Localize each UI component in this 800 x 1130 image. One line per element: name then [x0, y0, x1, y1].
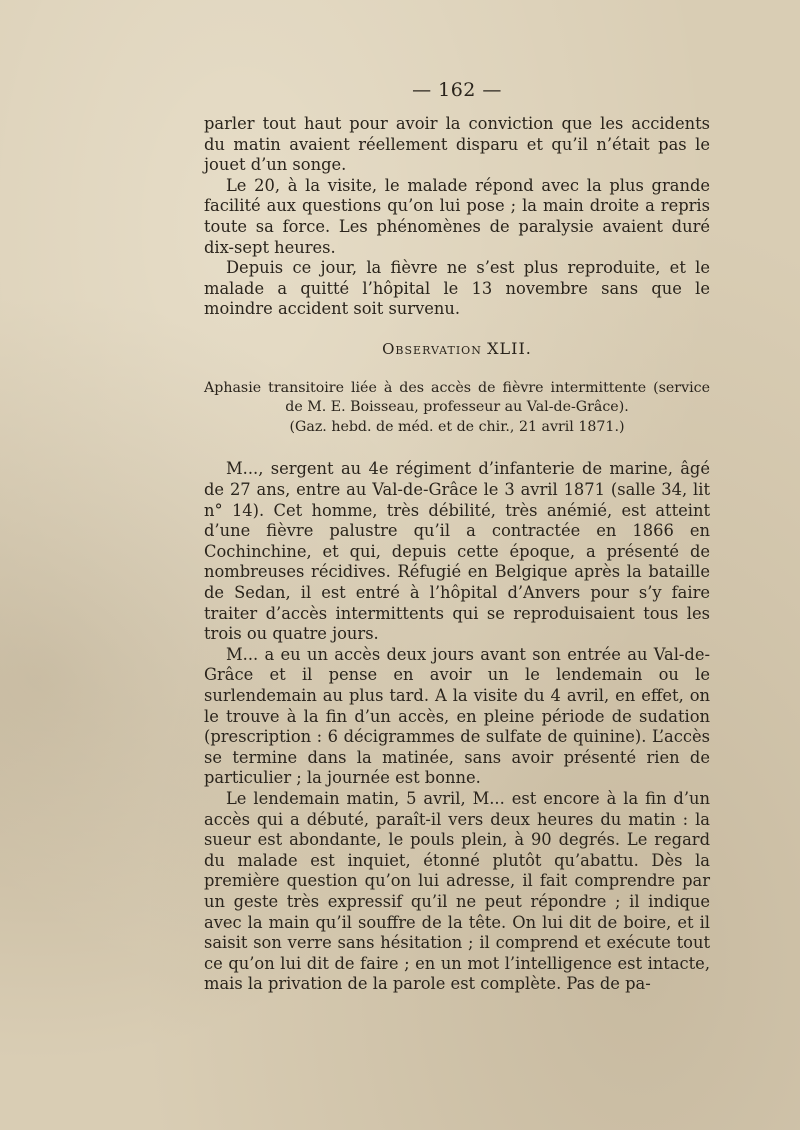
book-page — [204, 76, 710, 995]
top-text-block — [204, 114, 710, 320]
paragraph: M..., sergent au 4e régiment d’infanterie de marine, âgé de 27 ans, entre au Val-de-Grâce le 3 avril 1871 (salle 34, lit n° 14). Cet homme, très débilité, très anémié, est atteint d’une fièvre palustre qu’il a contractée en 1866 en Cochinchine, et qui, depuis cette époque, a présenté de nombreuses récidives. Réfugié en Belgique après la bataille de Sedan, il est entré à l’hôpital d’Anvers pour s’y faire traiter d’accès intermittents qui se reproduisaient tous les trois ou quatre jours. — [204, 459, 710, 644]
paragraph: Le 20, à la visite, le malade répond avec la plus grande facilité aux questions qu’on lui pose ; la main droite a repris toute sa force. Les phénomènes de paralysie avaient duré dix-sept heures. — [204, 175, 710, 257]
caption-source: (Gaz. hebd. de méd. et de chir., 21 avril 1871.) — [289, 418, 625, 435]
caption-line: Aphasie transitoire liée à des accès de fièvre intermittente (service — [204, 379, 710, 396]
observation-caption — [204, 379, 710, 438]
paragraph: Depuis ce jour, la fièvre ne s’est plus reproduite, et le malade a quitté l’hôpital le 13 novembre sans que le moindre accident soit survenu. — [204, 258, 710, 319]
paragraph: Le lendemain matin, 5 avril, M... est encore à la fin d’un accès qui a débuté, paraît-il vers deux heures du matin : la sueur est abondante, le pouls plein, à 90 degrés. Le regard du malade est inquiet, étonné plutôt qu’abattu. Dès la première question qu’on lui adresse, il fait comprendre par un geste très expressif qu’il ne peut répondre ; il indique avec la main qu’il souffre de la tête. On lui dit de boire, et il saisit son verre sans hésitation ; il comprend et exécute tout ce qu’on lui dit de faire ; en un mot l’intelligence est intacte, mais la privation de la parole est complète. Pas de pa- — [204, 788, 710, 994]
paragraph: M... a eu un accès deux jours avant son entrée au Val-de-Grâce et il pense en avoir un le lendemain ou le surlendemain au plus tard. A la visite du 4 avril, en effet, on le trouve à la fin d’un accès, en pleine période de sudation (prescription : 6 décigrammes de sulfate de quinine). L’accès se termine dans la matinée, sans avoir présenté rien de particulier ; la journée est bonne. — [204, 644, 710, 788]
page-number: — 162 — — [412, 79, 502, 101]
observation-number: XLII. — [487, 338, 532, 358]
caption-line: de M. E. Boisseau, professeur au Val-de-Grâce). — [285, 399, 629, 416]
observation-text-block — [204, 459, 710, 994]
observation-label: Observation — [382, 339, 482, 358]
paragraph-continued: parler tout haut pour avoir la conviction que les accidents du matin avaient réellement disparu et qu’il n’était pas le jouet d’un songe. — [204, 114, 710, 175]
observation-heading — [204, 340, 710, 359]
